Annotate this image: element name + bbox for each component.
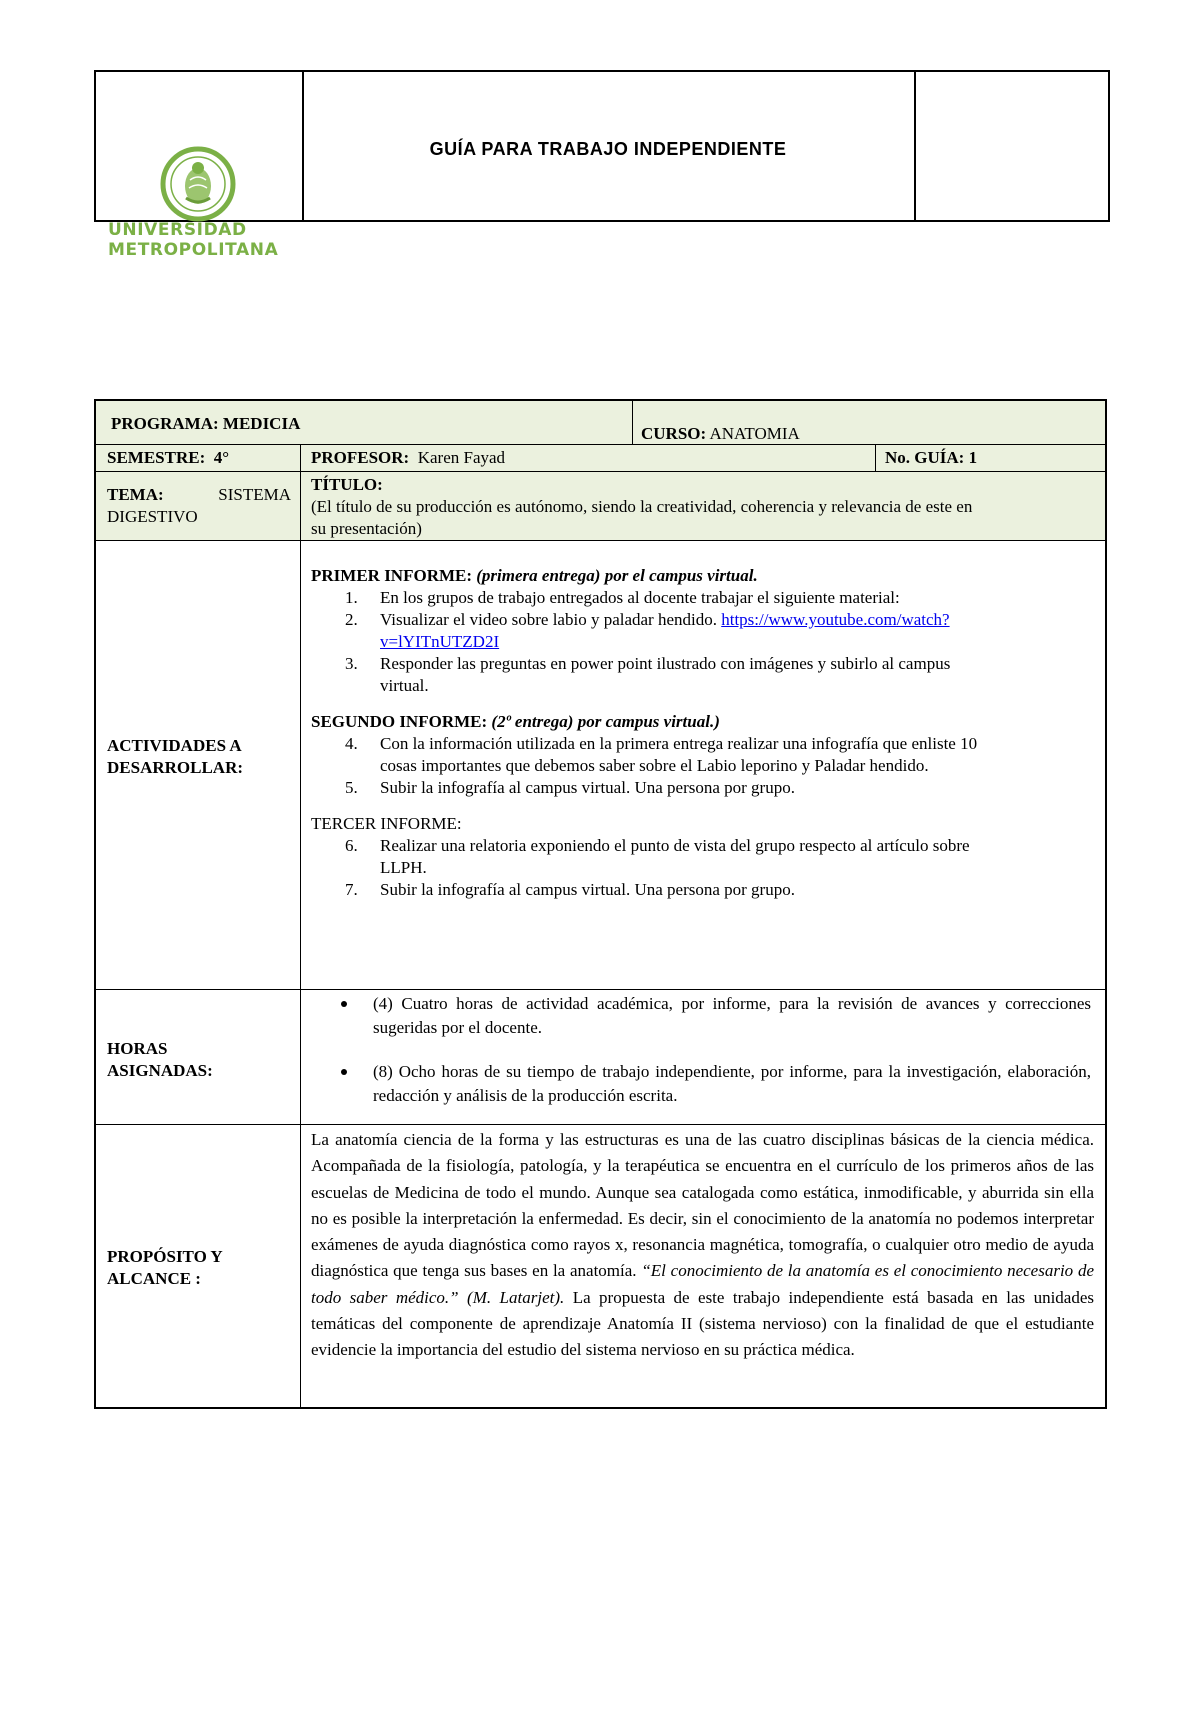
programa-cell: [94, 399, 633, 445]
actividades-content-cell: [300, 540, 1106, 990]
segundo-informe-heading: SEGUNDO INFORME: (2º entrega) por campus virtual.): [311, 712, 720, 731]
university-seal-icon: [160, 146, 236, 222]
profesor-cell: [300, 444, 876, 472]
header-title-cell: [302, 72, 916, 220]
logo-line-2: METROPOLITANA: [108, 240, 279, 260]
horas-bullet-list: [301, 992, 1101, 1108]
latarjet-quote: “El conocimiento de la anatomía es el conocimiento necesario de todo saber médico.” (M. Latarjet).: [311, 1261, 1094, 1307]
list-item: 2. Visualizar el video sobre labio y paladar hendido. https://www.youtube.com/watch? v=lYITnUTZD2I: [345, 610, 950, 651]
guia-label: No. GUÍA:: [885, 448, 965, 467]
primer-informe-list: [311, 587, 1091, 697]
profesor-value: Karen Fayad: [417, 448, 506, 467]
tema-label: TEMA:: [107, 485, 164, 504]
tercer-informe-list: [311, 835, 1091, 901]
proposito-label-1: PROPÓSITO Y: [107, 1247, 223, 1266]
semestre-label: SEMESTRE:: [107, 448, 206, 467]
curso-value: ANATOMIA: [709, 424, 800, 443]
tema-value-1: SISTEMA: [218, 485, 291, 504]
youtube-video-link-cont[interactable]: v=lYITnUTZD2I: [380, 632, 500, 651]
segundo-informe-list: [311, 733, 1091, 799]
tema-cell: [94, 471, 301, 541]
actividades-label-2: DESARROLLAR:: [107, 758, 244, 777]
tercer-informe-heading: TERCER INFORME:: [311, 814, 462, 833]
tema-value-2: DIGESTIVO: [107, 507, 198, 526]
profesor-label: PROFESOR:: [311, 448, 410, 467]
proposito-label-cell: [94, 1124, 301, 1409]
list-item: 5. Subir la infografía al campus virtual. Una persona por grupo.: [345, 778, 795, 797]
proposito-paragraph: La anatomía ciencia de la forma y las estructuras es una de las cuatro disciplinas básicas de la ciencia médica. Acompañada de la fisiología, patología, y la terapéutica se encuentra en el currículo de los primeros años de las escuelas de Medicina de todo el mundo. Aunque sea catalogada como estática, inmodificable, y aburrida sin ella no es posible la interpretación la enfermedad. Es decir, sin el conocimiento de la anatomía no podemos interpretar exámenes de ayuda diagnóstica como rayos x, resonancia magnética, tomografía, o cualquier otro medio de ayuda diagnóstica que tenga sus bases en la anatomía. “El conocimiento de la anatomía es el conocimiento necesario de todo saber médico.” (M. Latarjet). La propuesta de este trabajo independiente está basada en las unidades temáticas del componente de aprendizaje Anatomía II (sistema nervioso) con la finalidad de que el estudiante evidencie la importancia del estudio del sistema nervioso en su práctica médica.: [311, 1130, 1094, 1360]
header-empty-cell: [916, 72, 1108, 220]
horas-label-cell: [94, 989, 301, 1125]
logo-line-1: UNIVERSIDAD: [108, 220, 247, 240]
horas-label-1: HORAS: [107, 1039, 168, 1058]
list-item: 3. Responder las preguntas en power point ilustrado con imágenes y subirlo al campus virtual.: [345, 654, 951, 695]
semestre-cell: [94, 444, 301, 472]
curso-label: CURSO:: [641, 424, 707, 443]
primer-informe-heading: PRIMER INFORME: (primera entrega) por el campus virtual.: [311, 566, 758, 585]
semestre-value: 4°: [213, 448, 230, 467]
guide-table: [94, 399, 1106, 1709]
horas-label-2: ASIGNADAS:: [107, 1061, 213, 1080]
primer-informe-note: (primera entrega) por el campus virtual.: [476, 566, 758, 585]
titulo-desc-2: su presentación): [311, 519, 422, 538]
university-logo-text: [108, 220, 278, 260]
list-item: 7. Subir la infografía al campus virtual. Una persona por grupo.: [345, 880, 795, 899]
list-item: 4. Con la información utilizada en la primera entrega realizar una infografía que enliste 10 cosas importantes que debemos saber sobre el Labio leporino y Paladar hendido.: [345, 734, 978, 775]
titulo-desc-1: (El título de su producción es autónomo, siendo la creatividad, coherencia y relevancia de este en: [311, 497, 973, 516]
list-item: 6. Realizar una relatoria exponiendo el punto de vista del grupo respecto al artículo sobre LLPH.: [345, 836, 970, 877]
programa-value: MEDICIA: [222, 414, 301, 433]
bullet-icon: [341, 1001, 347, 1007]
programa-label: PROGRAMA:: [111, 414, 219, 433]
bullet-icon: [341, 1069, 347, 1075]
document-title: GUÍA PARA TRABAJO INDEPENDIENTE: [429, 138, 787, 159]
actividades-label-1: ACTIVIDADES A: [107, 736, 242, 755]
segundo-informe-note: (2º entrega) por campus virtual.): [491, 712, 720, 731]
list-item: 1. En los grupos de trabajo entregados al docente trabajar el siguiente material:: [345, 588, 900, 607]
list-item: (4) Cuatro horas de actividad académica, por informe, para la revisión de avances y correcciones sugeridas por el docente.: [301, 992, 1101, 1040]
list-item: (8) Ocho horas de su tiempo de trabajo independiente, por informe, para la investigación, elaboración, redacción y análisis de la producción escrita.: [301, 1060, 1101, 1108]
actividades-label-cell: [94, 540, 301, 990]
horas-content-cell: [300, 989, 1106, 1125]
titulo-label: TÍTULO:: [311, 475, 383, 494]
document-header: [94, 70, 1110, 222]
youtube-video-link[interactable]: https://www.youtube.com/watch?: [721, 610, 950, 629]
proposito-content-cell: [300, 1124, 1106, 1409]
guia-cell: [875, 444, 1106, 472]
titulo-cell: [300, 471, 1106, 541]
guia-value: 1: [968, 448, 978, 467]
curso-cell: [632, 399, 1106, 445]
proposito-label-2: ALCANCE :: [107, 1269, 201, 1288]
